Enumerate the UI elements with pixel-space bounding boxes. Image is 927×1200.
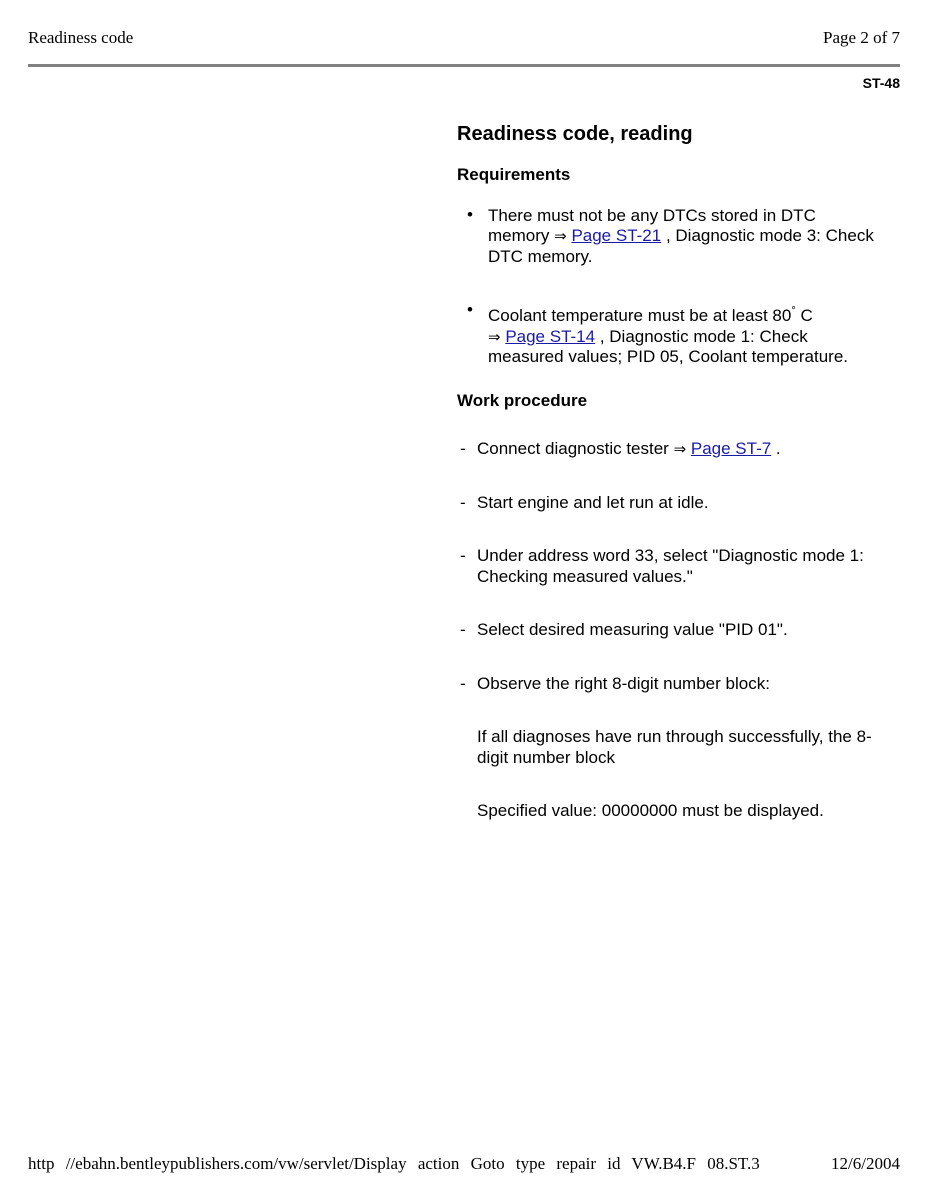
procedure-step	[457, 493, 877, 514]
section-code: ST-48	[862, 75, 900, 91]
step-text: Select desired measuring value "PID 01".	[477, 620, 788, 639]
step-text-tail: .	[771, 439, 781, 458]
requirement-item	[457, 206, 877, 268]
temperature-unit: C	[795, 306, 813, 325]
dash-marker: -	[460, 439, 466, 458]
page-title: Readiness code, reading	[457, 123, 693, 145]
step-text: Observe the right 8-digit number block:	[477, 673, 770, 693]
requirements-heading: Requirements	[457, 165, 571, 184]
bullet-icon: •	[467, 204, 473, 224]
requirement-text: Coolant temperature must be at least 80	[488, 306, 792, 325]
degree-symbol: °	[791, 305, 796, 317]
work-procedure-heading: Work procedure	[457, 390, 588, 410]
requirement-text-tail: , Diagnostic mode 1: Check measured values; PID 05, Coolant temperature.	[488, 326, 849, 366]
footer-date: 12/6/2004	[831, 1154, 900, 1173]
requirement-text-tail: , Diagnostic mode 3: Check DTC memory.	[488, 226, 874, 266]
procedure-step	[457, 620, 877, 641]
arrow-right-icon: ⇒	[673, 440, 687, 458]
dash-marker: -	[460, 546, 466, 565]
main-content	[457, 122, 877, 822]
arrow-right-icon: ⇒	[554, 227, 567, 245]
header-divider	[28, 64, 900, 67]
footer-url: http //ebahn.bentleypublishers.com/vw/servlet/Display action Goto type repair id VW.B4.F 08.ST.3	[28, 1154, 760, 1173]
procedure-step	[457, 674, 877, 695]
requirement-text: There must not be any DTCs stored in DTC memory	[488, 205, 816, 245]
specified-value-note: Specified value: 00000000 must be displayed.	[477, 801, 824, 820]
page-counter: Page 2 of 7	[823, 28, 900, 47]
procedure-step	[457, 546, 877, 587]
arrow-right-icon: ⇒	[488, 327, 501, 346]
step-text: Start engine and let run at idle.	[477, 492, 709, 512]
link-page-st-21[interactable]: Page ST-21	[571, 226, 662, 245]
dash-marker: -	[460, 620, 466, 639]
link-page-st-14[interactable]: Page ST-14	[505, 326, 596, 346]
requirement-item	[457, 301, 877, 368]
step-text: Under address word 33, select "Diagnostic mode 1: Checking measured values."	[477, 546, 864, 586]
procedure-note: If all diagnoses have run through successfully, the 8-digit number block	[477, 727, 872, 767]
step-text: Connect diagnostic tester	[477, 439, 674, 458]
dash-marker: -	[460, 673, 466, 693]
procedure-step	[457, 439, 877, 460]
link-page-st-7[interactable]: Page ST-7	[690, 439, 772, 458]
header-title: Readiness code	[28, 28, 134, 47]
dash-marker: -	[460, 492, 466, 512]
bullet-icon: •	[467, 300, 473, 319]
